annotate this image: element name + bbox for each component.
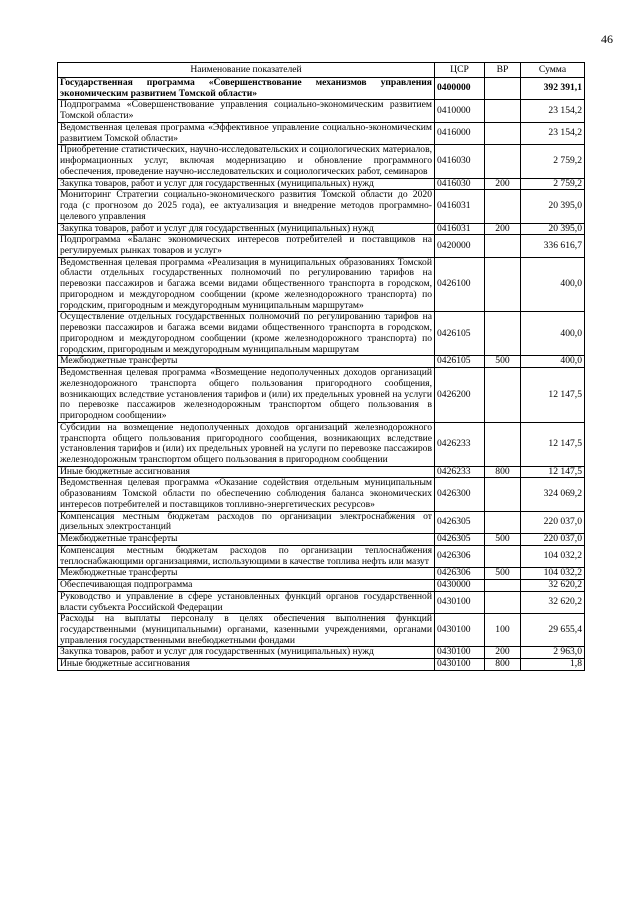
cell-sum: 12 147,5 bbox=[521, 466, 585, 478]
cell-csr: 0400000 bbox=[435, 78, 485, 100]
cell-sum: 2 759,2 bbox=[521, 178, 585, 190]
cell-vr: 500 bbox=[485, 568, 521, 580]
cell-vr: 100 bbox=[485, 614, 521, 647]
cell-vr: 200 bbox=[485, 647, 521, 659]
cell-csr: 0426233 bbox=[435, 422, 485, 466]
table-row bbox=[58, 223, 585, 235]
cell-name: Субсидии на возмещение недополученных доходов организаций железнодорожного транспорта общего пользования пригородного сообщения, возникающих вследствие установления тарифов и (или) их предельных уровней на услуги по перевозке пассажиров железнодорожным транспортом общего пользования в пригородном сообщении bbox=[58, 422, 435, 466]
cell-sum: 220 037,0 bbox=[521, 511, 585, 533]
cell-sum: 400,0 bbox=[521, 257, 585, 312]
table-row bbox=[58, 368, 585, 423]
cell-sum: 20 395,0 bbox=[521, 223, 585, 235]
table-row bbox=[58, 647, 585, 659]
cell-csr: 0416031 bbox=[435, 190, 485, 223]
cell-sum: 32 620,2 bbox=[521, 591, 585, 613]
cell-csr: 0426305 bbox=[435, 534, 485, 546]
cell-csr: 0410000 bbox=[435, 100, 485, 122]
cell-vr bbox=[485, 145, 521, 178]
cell-csr: 0430100 bbox=[435, 647, 485, 659]
cell-name: Закупка товаров, работ и услуг для государственных (муниципальных) нужд bbox=[58, 647, 435, 659]
cell-vr bbox=[485, 122, 521, 144]
table-header-row bbox=[58, 63, 585, 78]
cell-csr: 0426105 bbox=[435, 356, 485, 368]
table-row bbox=[58, 545, 585, 567]
cell-name: Ведомственная целевая программа «Возмещение недополученных доходов организаций железнодорожного транспорта общего пользования пригородного сообщения, возникающих вследствие установления тарифов и (или) их предельных уровней на услуги по перевозке пассажиров железнодорожным транспортом общего пользования в пригородном сообщении» bbox=[58, 368, 435, 423]
cell-sum: 29 655,4 bbox=[521, 614, 585, 647]
cell-sum: 2 759,2 bbox=[521, 145, 585, 178]
table-row bbox=[58, 466, 585, 478]
cell-vr bbox=[485, 190, 521, 223]
table-row bbox=[58, 190, 585, 223]
cell-name: Обеспечивающая подпрограмма bbox=[58, 580, 435, 592]
table-row bbox=[58, 235, 585, 257]
cell-sum: 12 147,5 bbox=[521, 368, 585, 423]
table-row bbox=[58, 312, 585, 356]
table-row bbox=[58, 478, 585, 511]
cell-name: Закупка товаров, работ и услуг для государственных (муниципальных) нужд bbox=[58, 178, 435, 190]
cell-sum: 104 032,2 bbox=[521, 568, 585, 580]
cell-csr: 0426100 bbox=[435, 257, 485, 312]
cell-name: Ведомственная целевая программа «Эффективное управление социально-экономическим развитием Томской области» bbox=[58, 122, 435, 144]
cell-csr: 0426233 bbox=[435, 466, 485, 478]
cell-name: Приобретение статистических, научно-исследовательских и социологических материалов, информационных услуг, включая модернизацию и обновление программного обеспечения, проведение научно-исследовательских и социологических работ, семинаров bbox=[58, 145, 435, 178]
table-row bbox=[58, 257, 585, 312]
cell-csr: 0416030 bbox=[435, 178, 485, 190]
header-sum: Сумма bbox=[521, 63, 585, 78]
cell-sum: 12 147,5 bbox=[521, 422, 585, 466]
cell-name: Межбюджетные трансферты bbox=[58, 356, 435, 368]
cell-name: Подпрограмма «Баланс экономических интересов потребителей и поставщиков на регулируемых рынках товаров и услуг» bbox=[58, 235, 435, 257]
cell-csr: 0426305 bbox=[435, 511, 485, 533]
cell-vr bbox=[485, 312, 521, 356]
cell-sum: 20 395,0 bbox=[521, 190, 585, 223]
table-row bbox=[58, 580, 585, 592]
cell-vr bbox=[485, 511, 521, 533]
table-row bbox=[58, 78, 585, 100]
cell-vr: 500 bbox=[485, 356, 521, 368]
cell-vr: 200 bbox=[485, 223, 521, 235]
cell-csr: 0416030 bbox=[435, 145, 485, 178]
budget-table bbox=[57, 62, 585, 671]
table-row bbox=[58, 122, 585, 144]
cell-csr: 0420000 bbox=[435, 235, 485, 257]
table-row bbox=[58, 422, 585, 466]
cell-csr: 0430100 bbox=[435, 591, 485, 613]
header-csr: ЦСР bbox=[435, 63, 485, 78]
table-row bbox=[58, 534, 585, 546]
cell-csr: 0426200 bbox=[435, 368, 485, 423]
cell-name: Иные бюджетные ассигнования bbox=[58, 466, 435, 478]
cell-vr: 800 bbox=[485, 659, 521, 671]
cell-name: Межбюджетные трансферты bbox=[58, 568, 435, 580]
cell-sum: 32 620,2 bbox=[521, 580, 585, 592]
cell-sum: 104 032,2 bbox=[521, 545, 585, 567]
cell-sum: 400,0 bbox=[521, 356, 585, 368]
cell-name: Компенсация местным бюджетам расходов по организации теплоснабжения теплоснабжающими организациями, использующими в качестве топлива нефть или мазут bbox=[58, 545, 435, 567]
page-number: 46 bbox=[601, 32, 613, 46]
table-row bbox=[58, 178, 585, 190]
cell-vr: 800 bbox=[485, 466, 521, 478]
cell-name: Ведомственная целевая программа «Реализация в муниципальных образованиях Томской области отдельных государственных полномочий по регулированию тарифов на перевозки пассажиров и багажа всеми видами общественного транспорта в городском, пригородном и междугородном сообщении (кроме железнодорожного транспорта) по городским, пригородным и междугородным муниципальным маршрутам» bbox=[58, 257, 435, 312]
cell-csr: 0430100 bbox=[435, 659, 485, 671]
cell-sum: 23 154,2 bbox=[521, 100, 585, 122]
cell-name: Государственная программа «Совершенствование механизмов управления экономическим развитием Томской области» bbox=[58, 78, 435, 100]
header-name: Наименование показателей bbox=[58, 63, 435, 78]
cell-sum: 336 616,7 bbox=[521, 235, 585, 257]
cell-sum: 400,0 bbox=[521, 312, 585, 356]
cell-vr bbox=[485, 478, 521, 511]
cell-vr bbox=[485, 235, 521, 257]
cell-vr bbox=[485, 580, 521, 592]
cell-csr: 0416031 bbox=[435, 223, 485, 235]
cell-vr bbox=[485, 422, 521, 466]
cell-sum: 2 963,0 bbox=[521, 647, 585, 659]
cell-name: Иные бюджетные ассигнования bbox=[58, 659, 435, 671]
table-row bbox=[58, 568, 585, 580]
cell-csr: 0416000 bbox=[435, 122, 485, 144]
header-vr: ВР bbox=[485, 63, 521, 78]
table-row bbox=[58, 100, 585, 122]
cell-csr: 0430100 bbox=[435, 614, 485, 647]
table-row bbox=[58, 145, 585, 178]
cell-name: Закупка товаров, работ и услуг для государственных (муниципальных) нужд bbox=[58, 223, 435, 235]
cell-name: Подпрограмма «Совершенствование управления социально-экономическим развитием Томской области» bbox=[58, 100, 435, 122]
cell-sum: 23 154,2 bbox=[521, 122, 585, 144]
cell-name: Расходы на выплаты персоналу в целях обеспечения выполнения функций государственными (муниципальными) органами, казенными учреждениями, органами управления государственными внебюджетными фондами bbox=[58, 614, 435, 647]
cell-name: Межбюджетные трансферты bbox=[58, 534, 435, 546]
cell-sum: 392 391,1 bbox=[521, 78, 585, 100]
cell-vr: 500 bbox=[485, 534, 521, 546]
cell-vr bbox=[485, 78, 521, 100]
cell-sum: 220 037,0 bbox=[521, 534, 585, 546]
table-row bbox=[58, 511, 585, 533]
table-body bbox=[58, 78, 585, 671]
cell-vr bbox=[485, 257, 521, 312]
cell-vr: 200 bbox=[485, 178, 521, 190]
cell-name: Мониторинг Стратегии социально-экономического развития Томской области до 2020 года (с прогнозом до 2025 года), ее актуализация и внедрение методов программно-целевого управления bbox=[58, 190, 435, 223]
cell-vr bbox=[485, 100, 521, 122]
cell-csr: 0426300 bbox=[435, 478, 485, 511]
cell-name: Руководство и управление в сфере установленных функций органов государственной власти субъекта Российской Федерации bbox=[58, 591, 435, 613]
cell-vr bbox=[485, 545, 521, 567]
cell-csr: 0430000 bbox=[435, 580, 485, 592]
cell-vr bbox=[485, 591, 521, 613]
table-row bbox=[58, 591, 585, 613]
cell-csr: 0426306 bbox=[435, 568, 485, 580]
table-row bbox=[58, 356, 585, 368]
cell-sum: 1,8 bbox=[521, 659, 585, 671]
table-row bbox=[58, 614, 585, 647]
cell-csr: 0426105 bbox=[435, 312, 485, 356]
cell-vr bbox=[485, 368, 521, 423]
cell-name: Ведомственная целевая программа «Оказание содействия отдельным муниципальным образованиям Томской области по обеспечению соблюдения баланса экономических интересов потребителей и поставщиков топливно-энергетических ресурсов» bbox=[58, 478, 435, 511]
cell-name: Осуществление отдельных государственных полномочий по регулированию тарифов на перевозки пассажиров и багажа всеми видами общественного транспорта в городском, пригородном и междугородном сообщении (кроме железнодорожного транспорта) по городским, пригородным и междугородным муниципальным маршрутам bbox=[58, 312, 435, 356]
table-row bbox=[58, 659, 585, 671]
cell-name: Компенсация местным бюджетам расходов по организации электроснабжения от дизельных электростанций bbox=[58, 511, 435, 533]
cell-csr: 0426306 bbox=[435, 545, 485, 567]
cell-sum: 324 069,2 bbox=[521, 478, 585, 511]
